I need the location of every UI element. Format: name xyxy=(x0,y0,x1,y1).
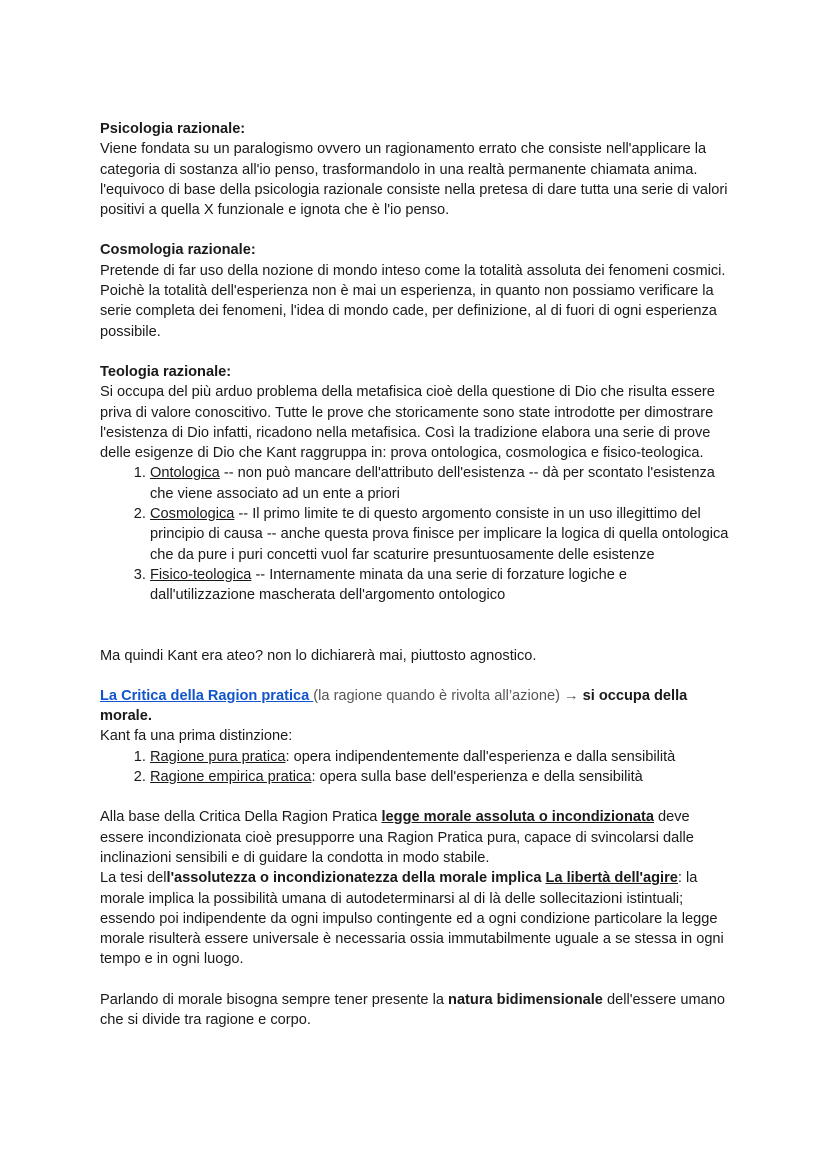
teologia-heading: Teologia razionale: xyxy=(100,363,232,380)
tesi-text-d: : la morale implica la possibilità umana di autodeterminarsi al di là delle sollecitazioni istintuali; essendo poi indipendente da ogni impulso contingente ed a ogni condizione particolare la legge morale risulterà essere universale è necessaria ossia immutabilmente uguale a se stessa in ogni tempo e in ogni luogo. xyxy=(100,870,724,968)
base-emphasis: legge morale assoluta o incondizionata xyxy=(381,809,654,826)
natura-bold: natura bidimensionale xyxy=(448,991,603,1008)
base-text-a: Alla base della Critica Della Ragion Pratica xyxy=(100,809,382,826)
list-item xyxy=(150,565,730,606)
teologia-body: Si occupa del più arduo problema della metafisica cioè della questione di Dio che risulta essere priva di valore conoscitivo. Tutte le prove che storicamente sono state introdotte per dimostrare l'esistenza di Dio infatti, ricadono nella metafisica. Così la tradizione elabora una serie di prove delle esigenze di Dio che Kant raggruppa in: prova ontologica, cosmologica e fisico-teologica. xyxy=(100,384,715,462)
ragione-list xyxy=(100,747,730,788)
psicologia-body: Viene fondata su un paralogismo ovvero un ragionamento errato che consiste nell'applicare la categoria di sostanza all'io penso, trasformandolo in una realtà permanente chiamata anima. l'equivoco di base della psicologia razionale consiste nella pretesa di dare tutta una serie di valori positivi a quella X funzionale e ignota che è l'io penso. xyxy=(100,141,728,219)
list-item xyxy=(150,767,730,787)
list-text: -- Internamente minata da una serie di forzature logiche e dall'utilizzazione mascherata dell'argomento ontologico xyxy=(150,566,627,604)
document-page xyxy=(100,119,730,1030)
list-item xyxy=(150,747,730,767)
base-paragraph xyxy=(100,807,730,868)
tesi-emphasis: La libertà dell'agire xyxy=(545,870,678,887)
ateo-paragraph: Ma quindi Kant era ateo? non lo dichiarerà mai, piuttosto agnostico. xyxy=(100,647,537,664)
critica-intro: Kant fa una prima distinzione: xyxy=(100,728,293,745)
list-item xyxy=(150,463,730,504)
tesi-text-a: La tesi del xyxy=(100,870,167,887)
natura-text-c: dell'essere umano che si divide tra ragione e corpo. xyxy=(100,991,725,1028)
list-term: Ragione pura pratica xyxy=(150,748,286,765)
psicologia-heading: Psicologia razionale: xyxy=(100,121,246,137)
list-text: -- Il primo limite te di questo argomento consiste in un uso illegittimo del principio di causa -- anche questa prova finisce per implicare la logica di quella ontologica che da pure i puri concetti vuol far scaturire presuntuosamente delle esistenze xyxy=(150,506,729,563)
list-term: Cosmologica xyxy=(150,506,235,523)
list-term: Fisico-teologica xyxy=(150,566,252,583)
critica-bold: si occupa della morale. xyxy=(100,687,688,725)
natura-text-a: Parlando di morale bisogna sempre tener presente la xyxy=(100,991,449,1008)
cosmologia-heading: Cosmologia razionale: xyxy=(100,242,256,259)
critica-paragraph xyxy=(100,686,730,727)
critica-paren: (la ragione quando è rivolta all’azione) → xyxy=(313,687,583,704)
tesi-bold: l'assolutezza o incondizionatezza della morale implica xyxy=(166,870,546,887)
critica-link[interactable]: La Critica della Ragion pratica xyxy=(100,687,314,704)
list-text: : opera indipendentemente dall'esperienza e dalla sensibilità xyxy=(285,748,676,765)
list-item xyxy=(150,504,730,565)
cosmologia-body: Pretende di far uso della nozione di mondo inteso come la totalità assoluta dei fenomeni cosmici. Poichè la totalità dell'esperienza non è mai un esperienza, in quanto non possiamo verificare la serie completa dei fenomeni, l'idea di mondo cade, per definizione, al di fuori di ogni esperienza possibile. xyxy=(100,262,726,340)
natura-paragraph xyxy=(100,990,730,1031)
list-term: Ragione empirica pratica xyxy=(150,769,312,786)
list-text: : opera sulla base dell'esperienza e della sensibilità xyxy=(311,769,643,786)
tesi-paragraph xyxy=(100,868,730,969)
list-text: -- non può mancare dell'attributo dell'esistenza -- dà per scontato l'esistenza che viene associato ad un ente a priori xyxy=(150,465,715,502)
list-term: Ontologica xyxy=(150,465,220,482)
prove-list xyxy=(100,463,730,605)
base-text-c: deve essere incondizionata cioè presupporre una Ragion Pratica pura, capace di svincolarsi dalle inclinazioni sensibili e di guidare la condotta in modo stabile. xyxy=(100,809,694,866)
